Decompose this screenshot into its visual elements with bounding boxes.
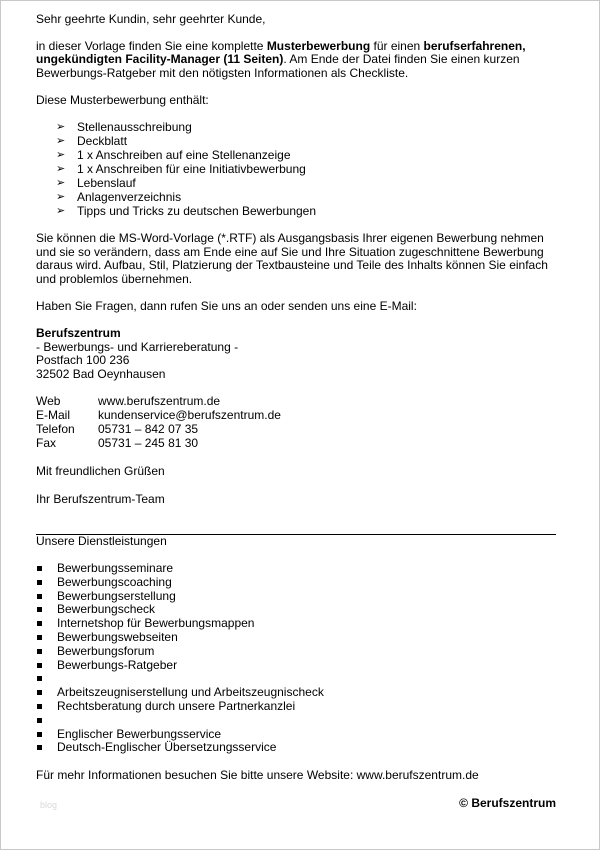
list-item: ➢ Stellenausschreibung xyxy=(56,119,192,134)
list-item: ➢ Deckblatt xyxy=(56,133,128,148)
square-bullet-icon xyxy=(37,635,42,640)
arrow-bullet-icon: ➢ xyxy=(56,148,66,161)
closing: Mit freundlichen Grüßen xyxy=(36,464,165,479)
list-item: Bewerbungserstellung xyxy=(36,590,558,604)
square-bullet-icon xyxy=(37,566,42,571)
square-bullet-icon xyxy=(37,745,42,750)
copyright: © Berufszentrum xyxy=(459,796,556,810)
contact-row-fax: Fax 05731 – 245 81 30 xyxy=(36,436,199,451)
company-tagline: - Bewerbungs- und Karriereberatung - xyxy=(36,339,239,354)
list-item: Bewerbungscheck xyxy=(36,603,558,617)
list-item: Internetshop für Bewerbungsmappen xyxy=(36,617,558,631)
letter-body xyxy=(36,13,558,783)
services-list xyxy=(36,562,558,755)
contents-heading: Diese Musterbewerbung enthält: xyxy=(36,93,209,108)
company-name: Berufszentrum xyxy=(36,325,121,340)
list-item: ➢ 1 x Anschreiben auf eine Stellenanzeige xyxy=(56,147,291,162)
contact-row-phone: Telefon 05731 – 842 07 35 xyxy=(36,422,199,437)
list-item: Bewerbungsforum xyxy=(36,645,558,659)
list-item: ➢ Lebenslauf xyxy=(56,175,136,190)
watermark: blog xyxy=(40,800,58,810)
arrow-bullet-icon: ➢ xyxy=(56,120,66,133)
list-item: ➢ 1 x Anschreiben für eine Initiativbewerbung xyxy=(56,161,306,176)
phone-value: 05731 – 842 07 35 xyxy=(98,422,199,437)
list-item: ➢ Tipps und Tricks zu deutschen Bewerbungen xyxy=(56,203,317,218)
arrow-bullet-icon: ➢ xyxy=(56,134,66,147)
list-item: Bewerbungswebseiten xyxy=(36,631,558,645)
list-item xyxy=(36,672,558,686)
list-item: Bewerbungs-Ratgeber xyxy=(36,659,558,673)
square-bullet-icon xyxy=(37,580,42,585)
footer xyxy=(36,796,556,810)
company-address xyxy=(36,327,558,381)
list-item: Englischer Bewerbungsservice xyxy=(36,728,558,742)
company-city: 32502 Bad Oeynhausen xyxy=(36,366,166,381)
square-bullet-icon xyxy=(37,649,42,654)
intro-paragraph: in dieser Vorlage finden Sie eine komplette Musterbewerbung für einen berufserfahrenen, ungekündigten Facility-Manager (11 Seiten). Am Ende der Datei finden Sie einen kurzen Bewerbungs-Ratgeber mit den nötigsten Informationen als Checkliste. xyxy=(36,38,526,80)
usage-paragraph: Sie können die MS-Word-Vorlage (*.RTF) als Ausgangsbasis Ihrer eigenen Bewerbung nehmen und sie so verändern, dass am Ende eine auf Sie und Ihre Situation zugeschnittene Bewerbung daraus wird. Aufbau, Stil, Platzierung der Textbausteine und Teile des Inhalts können Sie einfach und problemlos übernehmen. xyxy=(36,230,548,286)
greeting: Sehr geehrte Kundin, sehr geehrter Kunde, xyxy=(36,12,266,26)
arrow-bullet-icon: ➢ xyxy=(56,176,66,189)
square-bullet-icon xyxy=(37,676,42,681)
list-item: Rechtsberatung durch unsere Partnerkanzlei xyxy=(36,700,558,714)
list-item: Deutsch-Englischer Übersetzungsservice xyxy=(36,741,558,755)
arrow-bullet-icon: ➢ xyxy=(56,204,66,217)
square-bullet-icon xyxy=(37,690,42,695)
email-link[interactable]: kundenservice@berufszentrum.de xyxy=(98,408,281,423)
company-street: Postfach 100 236 xyxy=(36,353,130,368)
square-bullet-icon xyxy=(37,594,42,599)
contact-table xyxy=(36,395,558,451)
square-bullet-icon xyxy=(37,663,42,668)
list-item: Arbeitszeugniserstellung und Arbeitszeugnischeck xyxy=(36,686,558,700)
list-item: Bewerbungsseminare xyxy=(36,562,558,576)
signature: Ihr Berufszentrum-Team xyxy=(36,491,165,506)
list-item: Bewerbungscoaching xyxy=(36,576,558,590)
list-item: ➢ Anlagenverzeichnis xyxy=(56,189,182,204)
list-item xyxy=(36,714,558,728)
services-heading: Unsere Dienstleistungen xyxy=(36,533,167,548)
arrow-bullet-icon: ➢ xyxy=(56,190,66,203)
square-bullet-icon xyxy=(37,607,42,612)
contact-row-web: Web www.berufszentrum.de xyxy=(36,394,221,409)
fax-value: 05731 – 245 81 30 xyxy=(98,436,199,451)
square-bullet-icon xyxy=(37,718,42,723)
contents-list xyxy=(36,121,558,219)
square-bullet-icon xyxy=(37,732,42,737)
web-link[interactable]: www.berufszentrum.de xyxy=(98,394,221,409)
contact-row-email: E-Mail kundenservice@berufszentrum.de xyxy=(36,408,281,423)
arrow-bullet-icon: ➢ xyxy=(56,162,66,175)
square-bullet-icon xyxy=(37,621,42,626)
website-note: Für mehr Informationen besuchen Sie bitte unsere Website: www.berufszentrum.de xyxy=(36,768,479,783)
questions-paragraph: Haben Sie Fragen, dann rufen Sie uns an oder senden uns eine E-Mail: xyxy=(36,299,417,314)
square-bullet-icon xyxy=(37,704,42,709)
